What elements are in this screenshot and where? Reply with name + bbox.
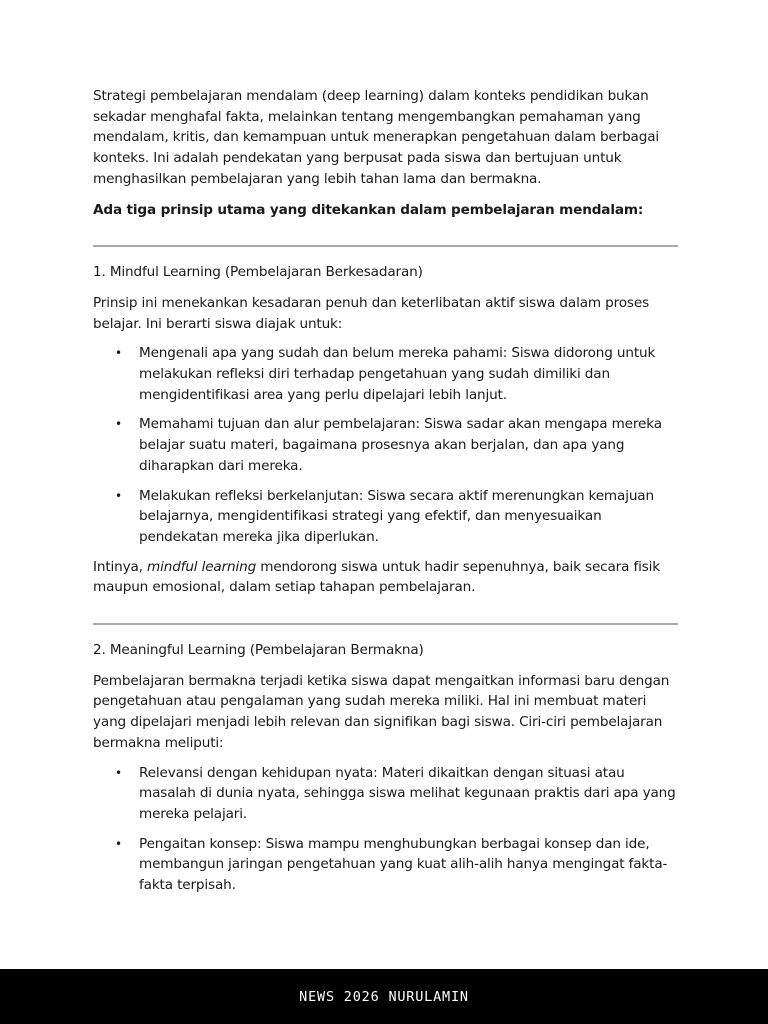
bullet-icon: • — [115, 765, 122, 780]
list-item — [115, 414, 678, 476]
lead-heading: Ada tiga prinsip utama yang ditekankan dalam pembelajaran mendalam: — [93, 201, 644, 218]
footer-banner — [0, 969, 768, 1024]
section-title: 1. Mindful Learning (Pembelajaran Berkesadaran) — [93, 264, 423, 281]
bullet-icon: • — [115, 417, 122, 432]
list-item — [115, 486, 678, 548]
footer-text: NEWS 2026 NURULAMIN — [299, 989, 469, 1005]
list-item-text: Melakukan refleksi berkelanjutan: Siswa secara aktif merenungkan kemajuan belajarnya, mengidentifikasi strategi yang efektif, dan menyesuaikan pendekatan mereka jika diperlukan. — [139, 487, 654, 545]
section-paragraph: Prinsip ini menekankan kesadaran penuh dan keterlibatan aktif siswa dalam proses belajar. Ini berarti siswa diajak untuk: — [93, 294, 649, 332]
article — [93, 86, 678, 905]
list-item-text: Relevansi dengan kehidupan nyata: Materi dikaitkan dengan situasi atau masalah di dunia nyata, sehingga siswa melihat kegunaan praktis dari apa yang mereka pelajari. — [139, 764, 676, 822]
list-item-text: Mengenali apa yang sudah dan belum mereka pahami: Siswa didorong untuk melakukan refleksi diri terhadap pengetahuan yang sudah dimiliki dan mengidentifikasi area yang perlu dipelajari lebih lanjut. — [139, 345, 656, 403]
list-item — [115, 343, 678, 405]
list-item — [115, 834, 678, 896]
section-divider — [93, 245, 678, 247]
list-item — [115, 763, 678, 825]
closing-paragraph — [93, 557, 678, 598]
list-item-text: Pengaitan konsep: Siswa mampu menghubungkan berbagai konsep dan ide, membangun jaringan pengetahuan yang kuat alih-alih hanya mengingat fakta-fakta terpisah. — [139, 835, 668, 894]
bullet-icon: • — [115, 836, 122, 851]
section-divider — [93, 623, 678, 625]
bullet-list — [93, 763, 678, 896]
section-meaningful-learning — [93, 640, 678, 896]
closing-prefix: Intinya, — [93, 558, 148, 575]
section-title: 2. Meaningful Learning (Pembelajaran Bermakna) — [93, 642, 424, 659]
list-item-text: Memahami tujuan dan alur pembelajaran: Siswa sadar akan mengapa mereka belajar suatu materi, bagaimana prosesnya akan berjalan, dan apa yang diharapkan dari mereka. — [139, 416, 662, 474]
closing-suffix: mendorong siswa untuk hadir sepenuhnya, baik secara fisik maupun emosional, dalam setiap tahapan pembelajaran. — [93, 558, 661, 596]
bullet-list — [93, 343, 678, 547]
intro-paragraph: Strategi pembelajaran mendalam (deep learning) dalam konteks pendidikan bukan sekadar menghafal fakta, melainkan tentang mengembangkan pemahaman yang mendalam, kritis, dan kemampuan untuk menerapkan pengetahuan dalam berbagai konteks. Ini adalah pendekatan yang berpusat pada siswa dan bertujuan untuk menghasilkan pembelajaran yang lebih tahan lama dan bermakna. — [93, 88, 660, 187]
section-mindful-learning — [93, 262, 678, 598]
closing-emphasis: mindful learning — [147, 558, 257, 575]
bullet-icon: • — [115, 346, 122, 361]
section-paragraph: Pembelajaran bermakna terjadi ketika siswa dapat mengaitkan informasi baru dengan pengetahuan atau pengalaman yang sudah mereka miliki. Hal ini membuat materi yang dipelajari menjadi lebih relevan dan signifikan bagi siswa. Ciri-ciri pembelajaran bermakna meliputi: — [93, 672, 670, 751]
bullet-icon: • — [115, 488, 122, 503]
